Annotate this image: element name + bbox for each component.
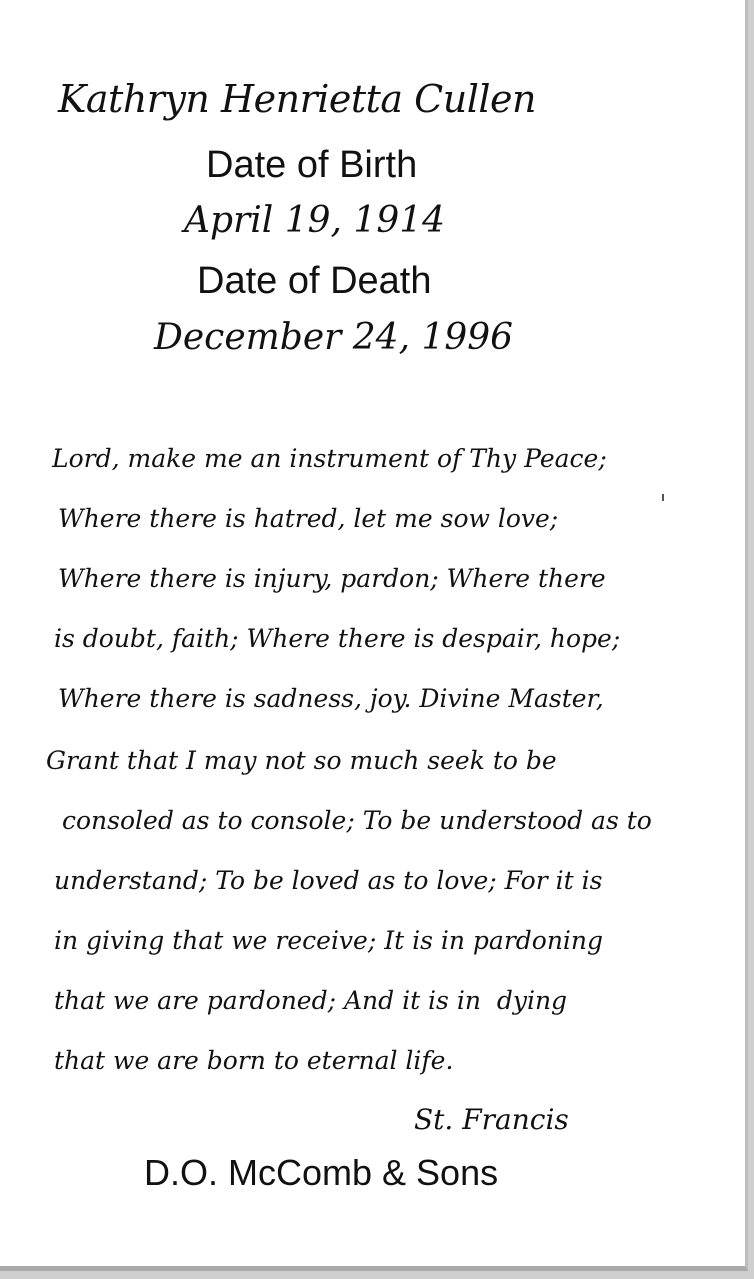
- prayer-line: understand; To be loved as to love; For it is: [54, 866, 603, 895]
- prayer-line: Where there is sadness, joy. Divine Master,: [58, 684, 604, 713]
- prayer-line: is doubt, faith; Where there is despair, hope;: [54, 624, 621, 653]
- deceased-name: Kathryn Henrietta Cullen: [58, 77, 536, 121]
- print-speck: [662, 494, 664, 501]
- prayer-line: that we are born to eternal life.: [54, 1046, 454, 1075]
- prayer-attribution: St. Francis: [414, 1103, 569, 1136]
- prayer-line: Lord, make me an instrument of Thy Peace;: [52, 444, 607, 473]
- birth-date: April 19, 1914: [184, 200, 446, 241]
- funeral-home-name: D.O. McComb & Sons: [144, 1152, 499, 1193]
- death-date-label: Date of Death: [197, 260, 432, 302]
- prayer-line: Where there is hatred, let me sow love;: [58, 504, 559, 533]
- birth-date-label: Date of Birth: [206, 144, 418, 186]
- prayer-line: in giving that we receive; It is in pardoning: [54, 926, 604, 955]
- death-date: December 24, 1996: [154, 317, 514, 358]
- prayer-line: Grant that I may not so much seek to be: [46, 746, 557, 775]
- prayer-line: Where there is injury, pardon; Where there: [58, 564, 606, 593]
- prayer-line: consoled as to console; To be understood as to: [62, 806, 652, 835]
- prayer-line: that we are pardoned; And it is in dying: [54, 986, 568, 1015]
